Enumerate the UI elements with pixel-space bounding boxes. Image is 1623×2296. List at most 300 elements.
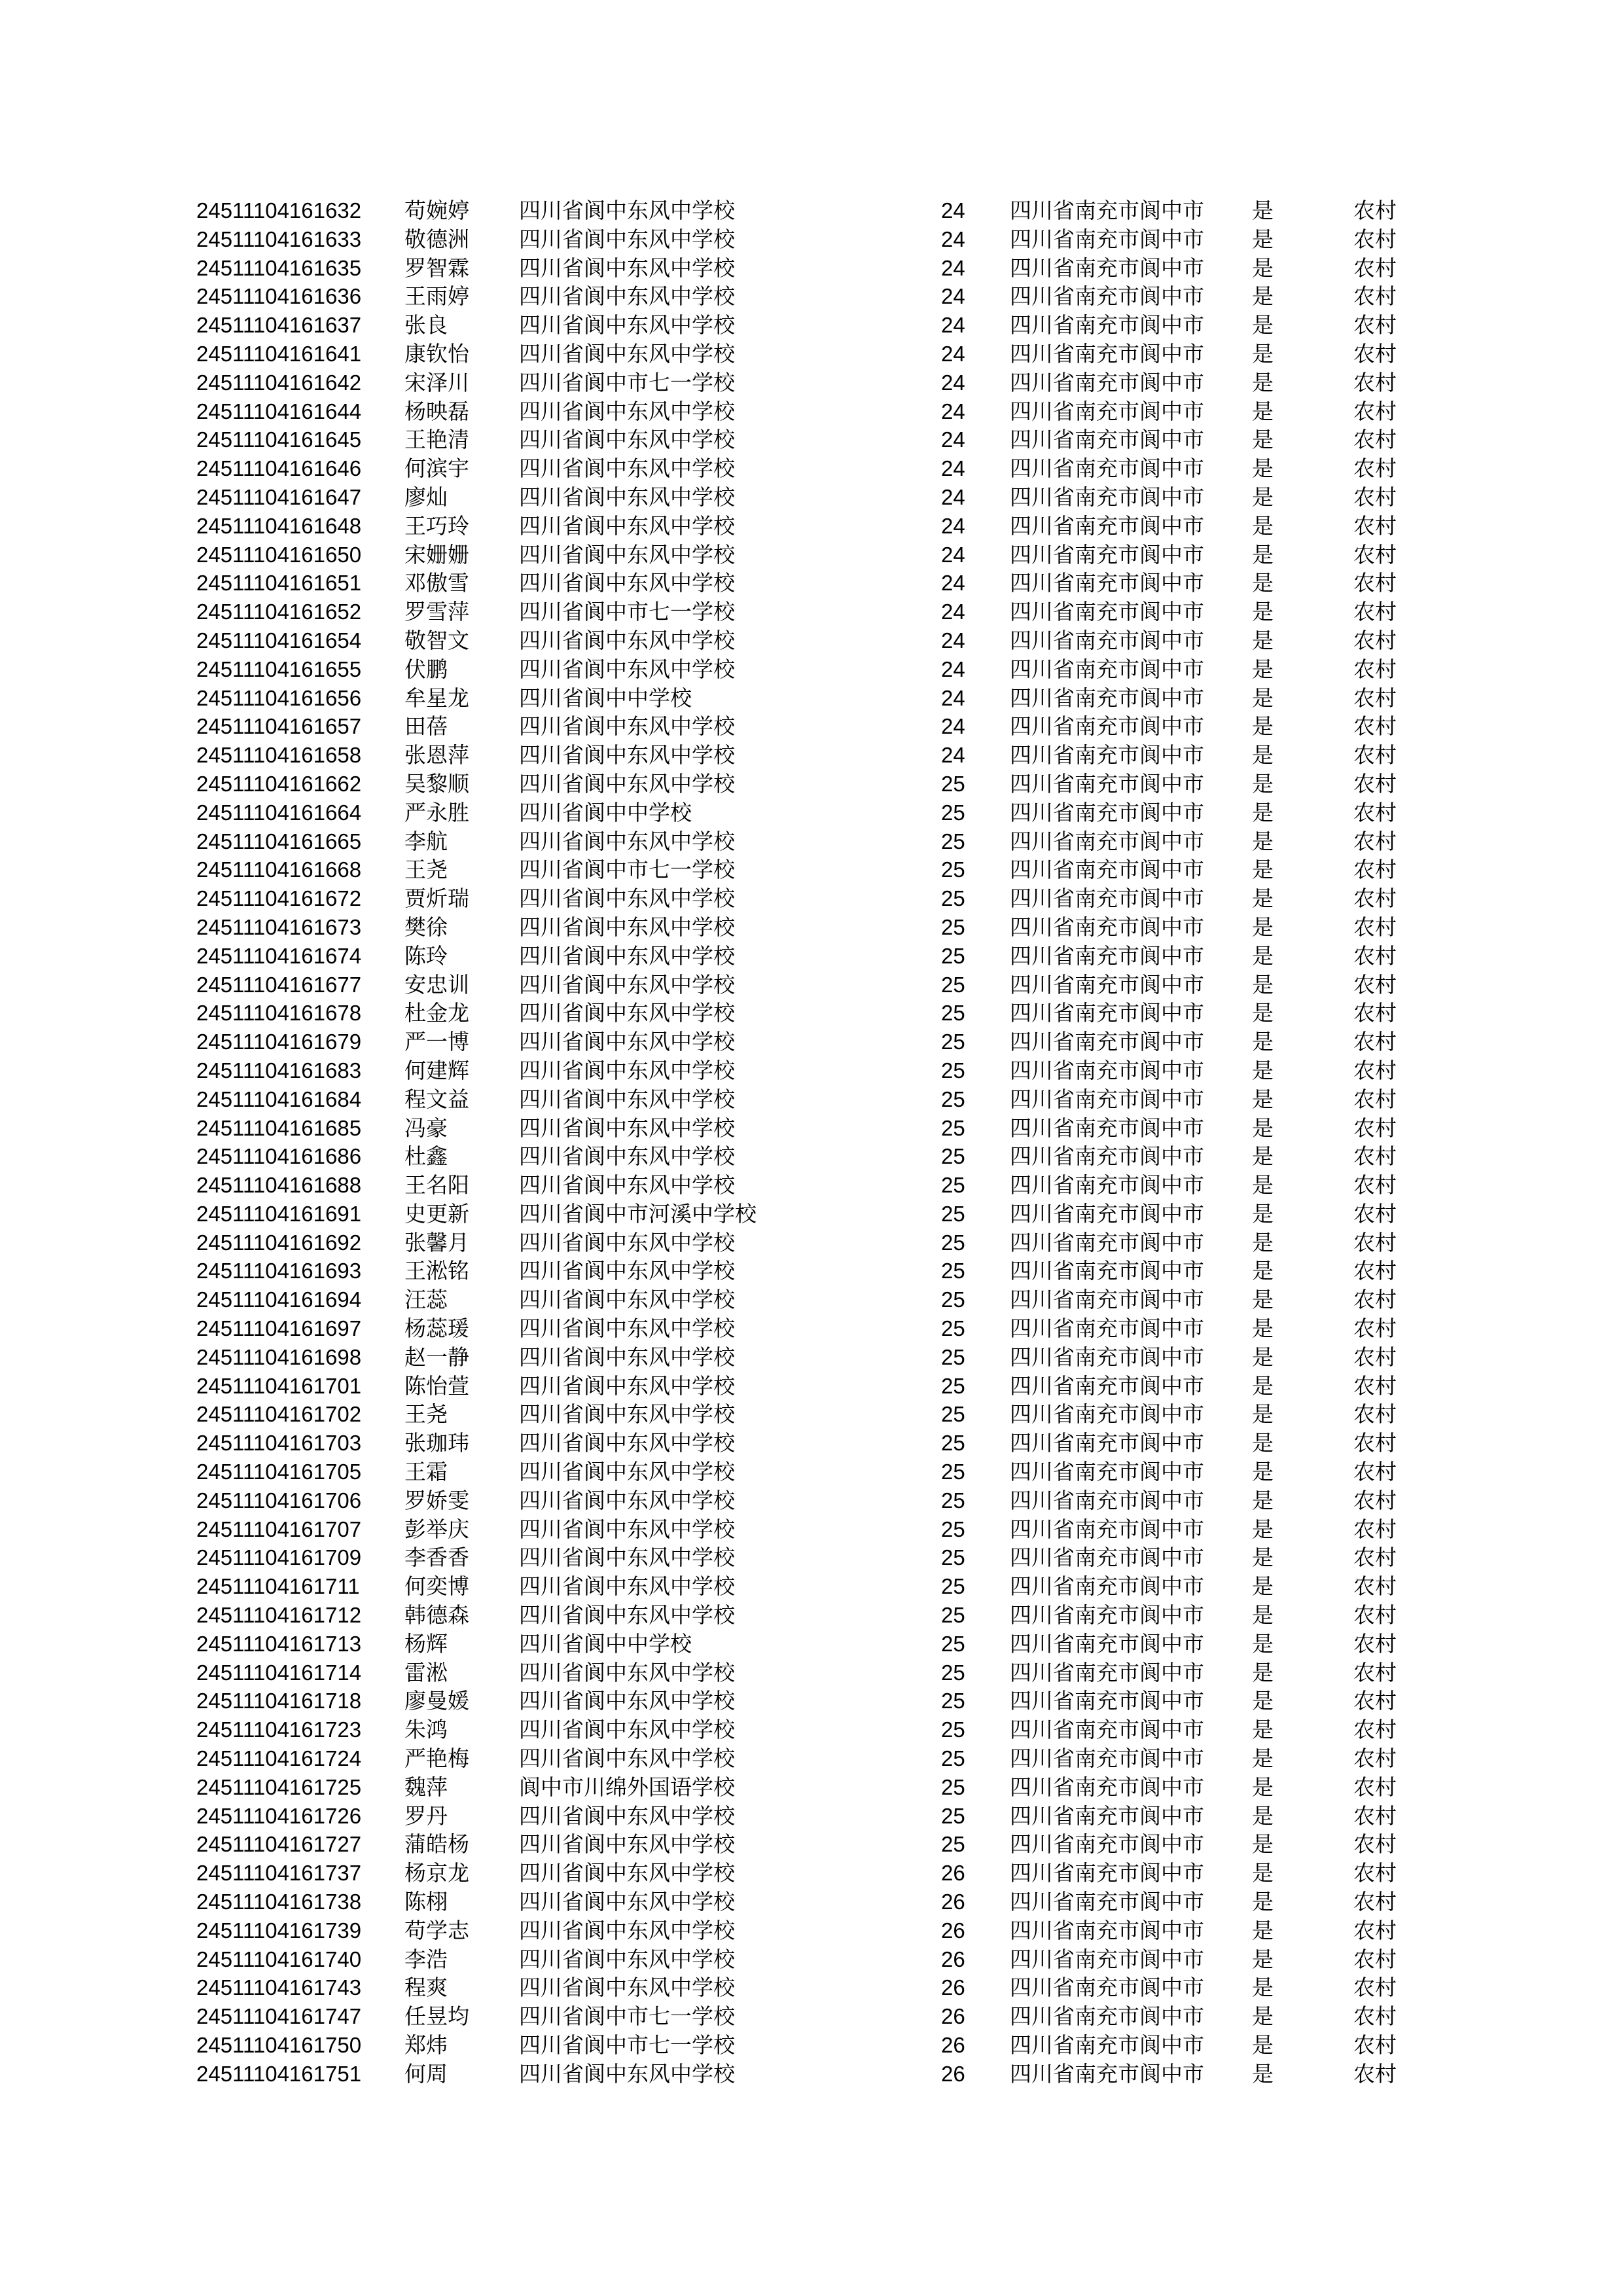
number-cell: 25: [941, 972, 965, 997]
region-cell: 四川省南充市阆中市: [1010, 1030, 1204, 1054]
exam-id-cell: 24511104161702: [196, 1402, 362, 1427]
table-row: [196, 1458, 1440, 1486]
exam-id-cell: 24511104161692: [196, 1230, 362, 1255]
exam-id-cell: 24511104161701: [196, 1373, 362, 1398]
table-row: [196, 1916, 1440, 1945]
student-name-cell: 彭举庆: [404, 1516, 469, 1541]
region-cell: 四川省南充市阆中市: [1010, 656, 1204, 681]
number-cell: 25: [941, 800, 965, 825]
student-name-cell: 李航: [404, 829, 448, 853]
school-cell: 四川省阆中市七一学校: [519, 857, 735, 882]
region-cell: 四川省南充市阆中市: [1010, 1516, 1204, 1541]
school-cell: 四川省阆中市七一学校: [519, 370, 735, 395]
student-name-cell: 李浩: [404, 1946, 448, 1971]
number-cell: 26: [941, 2033, 965, 2057]
table-row: [196, 1314, 1440, 1343]
area-type-cell: 农村: [1353, 743, 1397, 768]
area-type-cell: 农村: [1353, 2004, 1397, 2029]
flag-cell: 是: [1252, 1030, 1274, 1054]
region-cell: 四川省南充市阆中市: [1010, 1230, 1204, 1255]
flag-cell: 是: [1252, 1402, 1274, 1427]
exam-id-cell: 24511104161658: [196, 743, 362, 768]
table-row: [196, 340, 1440, 368]
exam-id-cell: 24511104161691: [196, 1201, 362, 1226]
number-cell: 24: [941, 628, 965, 653]
flag-cell: 是: [1252, 1460, 1274, 1484]
flag-cell: 是: [1252, 972, 1274, 997]
school-cell: 四川省阆中东风中学校: [519, 1402, 735, 1427]
region-cell: 四川省南充市阆中市: [1010, 771, 1204, 796]
school-cell: 四川省阆中东风中学校: [519, 571, 735, 596]
school-cell: 四川省阆中东风中学校: [519, 198, 735, 223]
area-type-cell: 农村: [1353, 943, 1397, 968]
exam-id-cell: 24511104161654: [196, 628, 362, 653]
student-name-cell: 雷淞: [404, 1660, 448, 1685]
table-row: [196, 1171, 1440, 1200]
school-cell: 四川省阆中东风中学校: [519, 1975, 735, 2000]
student-name-cell: 张恩萍: [404, 743, 469, 768]
table-row: [196, 942, 1440, 971]
region-cell: 四川省南充市阆中市: [1010, 1173, 1204, 1198]
table-row: [196, 1056, 1440, 1085]
flag-cell: 是: [1252, 1803, 1274, 1828]
exam-id-cell: 24511104161684: [196, 1086, 362, 1111]
table-row: [196, 254, 1440, 283]
flag-cell: 是: [1252, 1717, 1274, 1742]
student-name-cell: 王霜: [404, 1460, 448, 1484]
area-type-cell: 农村: [1353, 800, 1397, 825]
student-name-cell: 韩德森: [404, 1603, 469, 1628]
school-cell: 四川省阆中东风中学校: [519, 341, 735, 366]
exam-id-cell: 24511104161712: [196, 1603, 362, 1628]
table-row: [196, 626, 1440, 655]
school-cell: 四川省阆中东风中学校: [519, 829, 735, 853]
table-row: [196, 1945, 1440, 1974]
area-type-cell: 农村: [1353, 886, 1397, 911]
exam-id-cell: 24511104161664: [196, 800, 362, 825]
exam-id-cell: 24511104161651: [196, 571, 362, 596]
number-cell: 25: [941, 771, 965, 796]
area-type-cell: 农村: [1353, 1975, 1397, 2000]
number-cell: 24: [941, 714, 965, 739]
region-cell: 四川省南充市阆中市: [1010, 914, 1204, 939]
table-row: [196, 2060, 1440, 2089]
area-type-cell: 农村: [1353, 1603, 1397, 1628]
table-row: [196, 1028, 1440, 1056]
region-cell: 四川省南充市阆中市: [1010, 628, 1204, 653]
region-cell: 四川省南充市阆中市: [1010, 1832, 1204, 1857]
student-name-cell: 杜金龙: [404, 1001, 469, 1026]
flag-cell: 是: [1252, 914, 1274, 939]
number-cell: 25: [941, 1689, 965, 1713]
region-cell: 四川省南充市阆中市: [1010, 313, 1204, 338]
region-cell: 四川省南充市阆中市: [1010, 284, 1204, 309]
table-row: [196, 913, 1440, 942]
flag-cell: 是: [1252, 1975, 1274, 2000]
exam-id-cell: 24511104161737: [196, 1861, 362, 1886]
school-cell: 四川省阆中东风中学校: [519, 1717, 735, 1742]
number-cell: 26: [941, 1946, 965, 1971]
flag-cell: 是: [1252, 1373, 1274, 1398]
exam-id-cell: 24511104161685: [196, 1115, 362, 1140]
exam-id-cell: 24511104161694: [196, 1287, 362, 1312]
exam-id-cell: 24511104161679: [196, 1030, 362, 1054]
table-row: [196, 2031, 1440, 2060]
student-name-cell: 冯豪: [404, 1115, 448, 1140]
school-cell: 四川省阆中东风中学校: [519, 714, 735, 739]
number-cell: 25: [941, 914, 965, 939]
school-cell: 四川省阆中东风中学校: [519, 1230, 735, 1255]
student-name-cell: 敬智文: [404, 628, 469, 653]
table-row: [196, 1515, 1440, 1544]
number-cell: 25: [941, 1460, 965, 1484]
exam-id-cell: 24511104161713: [196, 1631, 362, 1656]
exam-id-cell: 24511104161726: [196, 1803, 362, 1828]
region-cell: 四川省南充市阆中市: [1010, 1344, 1204, 1369]
area-type-cell: 农村: [1353, 972, 1397, 997]
student-name-cell: 严永胜: [404, 800, 469, 825]
region-cell: 四川省南充市阆中市: [1010, 1201, 1204, 1226]
table-row: [196, 1229, 1440, 1257]
number-cell: 25: [941, 1373, 965, 1398]
table-row: [196, 569, 1440, 598]
region-cell: 四川省南充市阆中市: [1010, 1431, 1204, 1456]
area-type-cell: 农村: [1353, 1803, 1397, 1828]
region-cell: 四川省南充市阆中市: [1010, 2061, 1204, 2086]
student-name-cell: 程文益: [404, 1086, 469, 1111]
exam-id-cell: 24511104161725: [196, 1774, 362, 1799]
flag-cell: 是: [1252, 1230, 1274, 1255]
number-cell: 25: [941, 1001, 965, 1026]
region-cell: 四川省南充市阆中市: [1010, 1115, 1204, 1140]
school-cell: 四川省阆中东风中学校: [519, 743, 735, 768]
exam-id-cell: 24511104161740: [196, 1946, 362, 1971]
region-cell: 四川省南充市阆中市: [1010, 972, 1204, 997]
exam-id-cell: 24511104161750: [196, 2033, 362, 2057]
table-row: [196, 855, 1440, 884]
flag-cell: 是: [1252, 800, 1274, 825]
table-row: [196, 1715, 1440, 1744]
area-type-cell: 农村: [1353, 1746, 1397, 1771]
area-type-cell: 农村: [1353, 1201, 1397, 1226]
student-name-cell: 伏鹏: [404, 656, 448, 681]
number-cell: 24: [941, 313, 965, 338]
region-cell: 四川省南充市阆中市: [1010, 370, 1204, 395]
exam-id-cell: 24511104161648: [196, 513, 362, 538]
student-name-cell: 宋姗姗: [404, 542, 469, 567]
table-row: [196, 598, 1440, 626]
exam-id-cell: 24511104161668: [196, 857, 362, 882]
student-name-cell: 吴黎顺: [404, 771, 469, 796]
table-row: [196, 1601, 1440, 1630]
region-cell: 四川省南充市阆中市: [1010, 1660, 1204, 1685]
area-type-cell: 农村: [1353, 1574, 1397, 1599]
flag-cell: 是: [1252, 1086, 1274, 1111]
exam-id-cell: 24511104161706: [196, 1488, 362, 1513]
school-cell: 四川省阆中东风中学校: [519, 1488, 735, 1513]
region-cell: 四川省南充市阆中市: [1010, 226, 1204, 251]
school-cell: 四川省阆中东风中学校: [519, 399, 735, 423]
exam-id-cell: 24511104161693: [196, 1259, 362, 1283]
exam-id-cell: 24511104161705: [196, 1460, 362, 1484]
area-type-cell: 农村: [1353, 341, 1397, 366]
school-cell: 四川省阆中东风中学校: [519, 1574, 735, 1599]
table-row: [196, 541, 1440, 569]
exam-id-cell: 24511104161698: [196, 1344, 362, 1369]
flag-cell: 是: [1252, 341, 1274, 366]
exam-id-cell: 24511104161707: [196, 1516, 362, 1541]
region-cell: 四川省南充市阆中市: [1010, 1058, 1204, 1083]
flag-cell: 是: [1252, 1488, 1274, 1513]
area-type-cell: 农村: [1353, 1173, 1397, 1198]
table-row: [196, 483, 1440, 512]
number-cell: 25: [941, 886, 965, 911]
student-name-cell: 牟星龙: [404, 685, 469, 710]
student-name-cell: 田蓓: [404, 714, 448, 739]
region-cell: 四川省南充市阆中市: [1010, 1746, 1204, 1771]
area-type-cell: 农村: [1353, 1373, 1397, 1398]
number-cell: 25: [941, 1803, 965, 1828]
table-row: [196, 1085, 1440, 1114]
area-type-cell: 农村: [1353, 542, 1397, 567]
table-row: [196, 368, 1440, 397]
region-cell: 四川省南充市阆中市: [1010, 1717, 1204, 1742]
school-cell: 四川省阆中东风中学校: [519, 456, 735, 481]
student-name-cell: 陈栩: [404, 1890, 448, 1914]
exam-id-cell: 24511104161662: [196, 771, 362, 796]
region-cell: 四川省南充市阆中市: [1010, 943, 1204, 968]
student-name-cell: 王巧玲: [404, 513, 469, 538]
number-cell: 24: [941, 513, 965, 538]
exam-id-cell: 24511104161641: [196, 341, 362, 366]
exam-id-cell: 24511104161672: [196, 886, 362, 911]
area-type-cell: 农村: [1353, 1058, 1397, 1083]
flag-cell: 是: [1252, 313, 1274, 338]
flag-cell: 是: [1252, 1545, 1274, 1570]
number-cell: 25: [941, 1717, 965, 1742]
region-cell: 四川省南充市阆中市: [1010, 1803, 1204, 1828]
area-type-cell: 农村: [1353, 600, 1397, 624]
exam-id-cell: 24511104161703: [196, 1431, 362, 1456]
table-row: [196, 1572, 1440, 1601]
student-name-cell: 朱鸿: [404, 1717, 448, 1742]
flag-cell: 是: [1252, 427, 1274, 452]
table-row: [196, 1200, 1440, 1229]
region-cell: 四川省南充市阆中市: [1010, 1488, 1204, 1513]
number-cell: 24: [941, 255, 965, 280]
number-cell: 25: [941, 1201, 965, 1226]
exam-id-cell: 24511104161714: [196, 1660, 362, 1685]
student-name-cell: 王尧: [404, 1402, 448, 1427]
area-type-cell: 农村: [1353, 1431, 1397, 1456]
number-cell: 24: [941, 399, 965, 423]
student-name-cell: 王名阳: [404, 1173, 469, 1198]
school-cell: 四川省阆中中学校: [519, 800, 692, 825]
number-cell: 25: [941, 1058, 965, 1083]
student-name-cell: 李香香: [404, 1545, 469, 1570]
table-row: [196, 1257, 1440, 1285]
student-name-cell: 廖曼媛: [404, 1689, 469, 1713]
number-cell: 24: [941, 743, 965, 768]
number-cell: 24: [941, 456, 965, 481]
table-row: [196, 1543, 1440, 1572]
exam-id-cell: 24511104161709: [196, 1545, 362, 1570]
number-cell: 25: [941, 1545, 965, 1570]
flag-cell: 是: [1252, 571, 1274, 596]
table-row: [196, 225, 1440, 254]
student-name-cell: 康钦怡: [404, 341, 469, 366]
table-row: [196, 1687, 1440, 1715]
area-type-cell: 农村: [1353, 399, 1397, 423]
number-cell: 25: [941, 1115, 965, 1140]
school-cell: 四川省阆中市七一学校: [519, 2033, 735, 2057]
flag-cell: 是: [1252, 685, 1274, 710]
table-row: [196, 1486, 1440, 1515]
area-type-cell: 农村: [1353, 313, 1397, 338]
region-cell: 四川省南充市阆中市: [1010, 1946, 1204, 1971]
number-cell: 25: [941, 1316, 965, 1341]
region-cell: 四川省南充市阆中市: [1010, 1259, 1204, 1283]
student-name-cell: 史更新: [404, 1201, 469, 1226]
table-row: [196, 425, 1440, 454]
flag-cell: 是: [1252, 542, 1274, 567]
region-cell: 四川省南充市阆中市: [1010, 1774, 1204, 1799]
student-name-cell: 樊徐: [404, 914, 448, 939]
flag-cell: 是: [1252, 600, 1274, 624]
school-cell: 四川省阆中东风中学校: [519, 1431, 735, 1456]
exam-id-cell: 24511104161724: [196, 1746, 362, 1771]
table-row: [196, 1114, 1440, 1143]
school-cell: 四川省阆中东风中学校: [519, 1689, 735, 1713]
table-row: [196, 1973, 1440, 2002]
exam-id-cell: 24511104161635: [196, 255, 362, 280]
number-cell: 26: [941, 1890, 965, 1914]
school-cell: 四川省阆中东风中学校: [519, 1603, 735, 1628]
number-cell: 25: [941, 1603, 965, 1628]
student-name-cell: 何建辉: [404, 1058, 469, 1083]
exam-id-cell: 24511104161723: [196, 1717, 362, 1742]
flag-cell: 是: [1252, 1431, 1274, 1456]
table-row: [196, 1802, 1440, 1831]
number-cell: 25: [941, 1660, 965, 1685]
region-cell: 四川省南充市阆中市: [1010, 484, 1204, 509]
table-row: [196, 999, 1440, 1028]
area-type-cell: 农村: [1353, 1086, 1397, 1111]
school-cell: 四川省阆中东风中学校: [519, 284, 735, 309]
number-cell: 25: [941, 1832, 965, 1857]
area-type-cell: 农村: [1353, 714, 1397, 739]
number-cell: 24: [941, 284, 965, 309]
table-row: [196, 196, 1440, 225]
school-cell: 阆中市川绵外国语学校: [519, 1774, 735, 1799]
region-cell: 四川省南充市阆中市: [1010, 1975, 1204, 2000]
school-cell: 四川省阆中东风中学校: [519, 1373, 735, 1398]
number-cell: 25: [941, 1086, 965, 1111]
area-type-cell: 农村: [1353, 226, 1397, 251]
number-cell: 25: [941, 943, 965, 968]
school-cell: 四川省阆中东风中学校: [519, 1259, 735, 1283]
exam-id-cell: 24511104161688: [196, 1173, 362, 1198]
flag-cell: 是: [1252, 284, 1274, 309]
number-cell: 25: [941, 1030, 965, 1054]
region-cell: 四川省南充市阆中市: [1010, 2004, 1204, 2029]
student-name-cell: 郑炜: [404, 2033, 448, 2057]
number-cell: 25: [941, 1774, 965, 1799]
exam-id-cell: 24511104161739: [196, 1918, 362, 1943]
flag-cell: 是: [1252, 1287, 1274, 1312]
region-cell: 四川省南充市阆中市: [1010, 2033, 1204, 2057]
student-name-cell: 张良: [404, 313, 448, 338]
exam-id-cell: 24511104161718: [196, 1689, 362, 1713]
student-name-cell: 严一博: [404, 1030, 469, 1054]
flag-cell: 是: [1252, 656, 1274, 681]
area-type-cell: 农村: [1353, 1660, 1397, 1685]
school-cell: 四川省阆中东风中学校: [519, 886, 735, 911]
region-cell: 四川省南充市阆中市: [1010, 1603, 1204, 1628]
student-name-cell: 苟婉婷: [404, 198, 469, 223]
school-cell: 四川省阆中市七一学校: [519, 2004, 735, 2029]
area-type-cell: 农村: [1353, 1001, 1397, 1026]
number-cell: 24: [941, 341, 965, 366]
exam-id-cell: 24511104161665: [196, 829, 362, 853]
exam-id-cell: 24511104161633: [196, 226, 362, 251]
flag-cell: 是: [1252, 1144, 1274, 1169]
table-row: [196, 454, 1440, 483]
flag-cell: 是: [1252, 484, 1274, 509]
student-name-cell: 杨映磊: [404, 399, 469, 423]
region-cell: 四川省南充市阆中市: [1010, 255, 1204, 280]
student-name-cell: 杨辉: [404, 1631, 448, 1656]
number-cell: 25: [941, 1746, 965, 1771]
school-cell: 四川省阆中东风中学校: [519, 1001, 735, 1026]
school-cell: 四川省阆中东风中学校: [519, 1030, 735, 1054]
student-name-cell: 任昱均: [404, 2004, 469, 2029]
region-cell: 四川省南充市阆中市: [1010, 1689, 1204, 1713]
flag-cell: 是: [1252, 1115, 1274, 1140]
school-cell: 四川省阆中东风中学校: [519, 313, 735, 338]
area-type-cell: 农村: [1353, 198, 1397, 223]
exam-id-cell: 24511104161657: [196, 714, 362, 739]
area-type-cell: 农村: [1353, 1259, 1397, 1283]
student-name-cell: 何周: [404, 2061, 448, 2086]
flag-cell: 是: [1252, 370, 1274, 395]
school-cell: 四川省阆中东风中学校: [519, 771, 735, 796]
school-cell: 四川省阆中东风中学校: [519, 1287, 735, 1312]
student-name-cell: 王尧: [404, 857, 448, 882]
table-row: [196, 1630, 1440, 1659]
flag-cell: 是: [1252, 1946, 1274, 1971]
student-roster-table: [196, 196, 1440, 2089]
exam-id-cell: 24511104161673: [196, 914, 362, 939]
school-cell: 四川省阆中东风中学校: [519, 1918, 735, 1943]
area-type-cell: 农村: [1353, 513, 1397, 538]
school-cell: 四川省阆中东风中学校: [519, 1803, 735, 1828]
table-row: [196, 684, 1440, 713]
table-row: [196, 1859, 1440, 1888]
school-cell: 四川省阆中东风中学校: [519, 1460, 735, 1484]
number-cell: 24: [941, 226, 965, 251]
area-type-cell: 农村: [1353, 1774, 1397, 1799]
area-type-cell: 农村: [1353, 1717, 1397, 1742]
exam-id-cell: 24511104161637: [196, 313, 362, 338]
region-cell: 四川省南充市阆中市: [1010, 1316, 1204, 1341]
table-row: [196, 1744, 1440, 1773]
number-cell: 25: [941, 1344, 965, 1369]
school-cell: 四川省阆中东风中学校: [519, 943, 735, 968]
region-cell: 四川省南充市阆中市: [1010, 1086, 1204, 1111]
number-cell: 24: [941, 542, 965, 567]
table-row: [196, 712, 1440, 741]
